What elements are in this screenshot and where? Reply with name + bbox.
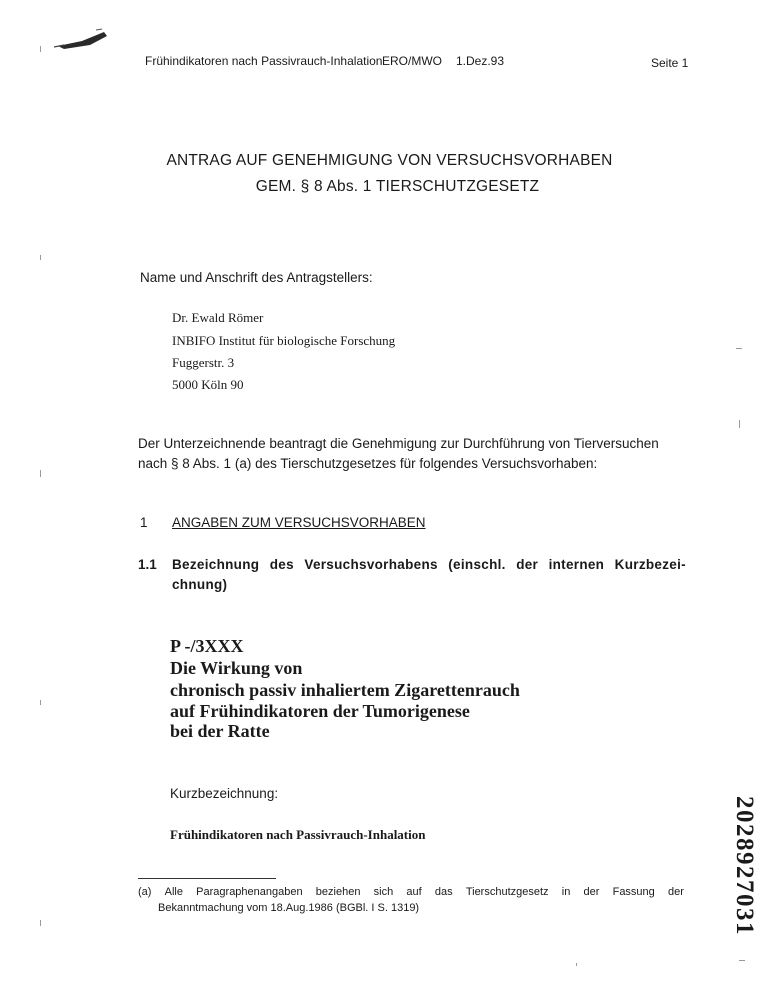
title-line-2: GEM. § 8 Abs. 1 TIERSCHUTZGESETZ	[255, 178, 540, 195]
scan-speck	[40, 470, 41, 477]
address-line: INBIFO Institut für biologische Forschung	[172, 333, 396, 348]
word: (a)	[138, 886, 152, 898]
request-line-1	[138, 436, 686, 451]
request-text: Der Unterzeichnende beantragt die Genehmigung zur Durchführung von Tierversuchen	[138, 436, 659, 451]
word: des	[269, 557, 294, 572]
footnote-divider	[138, 878, 276, 879]
word: Alle	[164, 886, 183, 898]
scan-speck	[40, 920, 41, 926]
word: Paragraphenangaben	[196, 886, 303, 898]
short-name-value: Frühindikatoren nach Passivrauch-Inhalation	[170, 827, 426, 842]
applicant-label: Name und Anschrift des Antragstellers:	[140, 270, 373, 285]
subsection-heading-cont: chnung)	[172, 577, 228, 592]
word: der	[516, 557, 539, 572]
word: (einschl.	[448, 557, 506, 572]
scan-speck	[40, 46, 41, 52]
word: das	[434, 886, 453, 898]
word: Kurzbezei-	[614, 557, 686, 572]
request-line-2: nach § 8 Abs. 1 (a) des Tierschutzgesetzes für folgendes Versuchsvorhaben:	[138, 456, 598, 471]
pen-mark-icon	[52, 28, 112, 52]
word: Versuchsvorhabens	[304, 557, 438, 572]
project-title-line: chronisch passiv inhaliertem Zigarettenrauch	[170, 680, 520, 700]
word: sich	[373, 886, 394, 898]
page-number: Seite 1	[651, 56, 689, 70]
scan-speck	[40, 700, 41, 705]
address-line: Dr. Ewald Römer	[172, 310, 264, 325]
section-heading: ANGABEN ZUM VERSUCHSVORHABEN	[172, 515, 426, 530]
word: internen	[548, 557, 605, 572]
document-id-stamp	[724, 786, 764, 946]
short-name-label: Kurzbezeichnung:	[170, 786, 279, 801]
subsection-heading	[172, 557, 686, 572]
word: der	[583, 886, 600, 898]
title-line-1: ANTRAG AUF GENEHMIGUNG VON VERSUCHSVORHABEN	[166, 152, 613, 169]
running-title: Frühindikatoren nach Passivrauch-Inhalation	[145, 54, 383, 68]
project-title-line: P -/3XXX	[170, 636, 244, 656]
header-date: 1.Dez.93	[456, 54, 505, 68]
scan-speck	[739, 420, 740, 428]
scan-speck	[736, 348, 742, 349]
section-number: 1	[140, 515, 148, 530]
word: auf	[406, 886, 422, 898]
footnote-line-2: Bekanntmachung vom 18.Aug.1986 (BGBl. I S. 1319)	[158, 902, 420, 914]
footnote-line-1	[138, 886, 684, 898]
word: der	[667, 886, 684, 898]
word: Tierschutzgesetz	[465, 886, 549, 898]
word: beziehen	[315, 886, 361, 898]
project-title-line: auf Frühindikatoren der Tumorigenese	[170, 701, 470, 721]
reference-code: ERO/MWO	[382, 54, 442, 68]
word: in	[561, 886, 571, 898]
address-line: Fuggerstr. 3	[172, 355, 235, 370]
word: Fassung	[612, 886, 655, 898]
scan-speck	[40, 255, 41, 260]
scan-speck	[739, 960, 745, 961]
project-title-line: Die Wirkung von	[170, 658, 303, 678]
document-id: 2028927031	[731, 796, 758, 936]
word: Bezeichnung	[172, 557, 260, 572]
scan-speck	[576, 963, 577, 966]
address-line: 5000 Köln 90	[172, 377, 244, 392]
subsection-number: 1.1	[138, 557, 157, 572]
project-title-line: bei der Ratte	[170, 721, 270, 741]
